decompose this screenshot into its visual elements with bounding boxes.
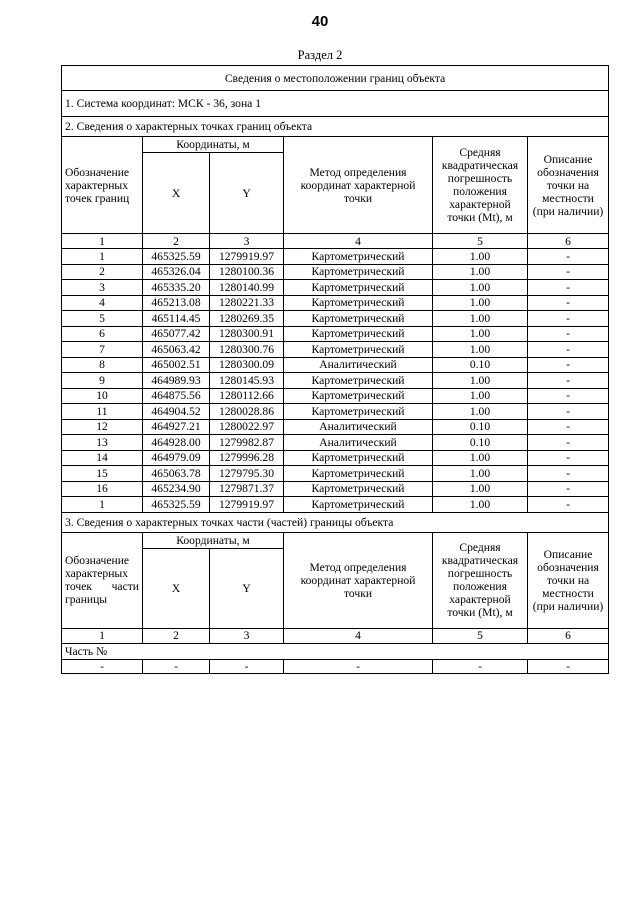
desc-cell: - <box>528 357 609 373</box>
point-cell: 7 <box>62 342 143 358</box>
column-number-6: 6 <box>528 234 609 249</box>
mt-cell: 1.00 <box>433 497 528 513</box>
column-number3-3: 3 <box>210 628 284 643</box>
mt-cell: 1.00 <box>433 264 528 280</box>
method-cell: Картометрический <box>284 311 433 327</box>
y-cell: 1280300.76 <box>210 342 284 358</box>
y-cell: 1279919.97 <box>210 249 284 265</box>
desc-cell: - <box>528 280 609 296</box>
part-cell-4: - <box>284 659 433 673</box>
method-cell: Аналитический <box>284 435 433 451</box>
x-cell: 465077.42 <box>143 326 210 342</box>
mt-cell: 1.00 <box>433 404 528 420</box>
mt-cell: 1.00 <box>433 481 528 497</box>
x-cell: 465002.51 <box>143 357 210 373</box>
y-cell: 1280221.33 <box>210 295 284 311</box>
header3-accuracy: Средняя квадратическая погрешность положения характерной точки (Mt), м <box>433 532 528 628</box>
part-cell-2: - <box>143 659 210 673</box>
coordinate-system: 1. Система координат: МСК - 36, зона 1 <box>62 91 609 117</box>
y-cell: 1280112.66 <box>210 388 284 404</box>
mt-cell: 1.00 <box>433 326 528 342</box>
header3-y: Y <box>210 548 284 628</box>
table-row <box>62 249 609 265</box>
table-row <box>62 404 609 420</box>
header3-point-designation: Обозначение характерных точек части границы <box>62 532 143 628</box>
point-cell: 15 <box>62 466 143 482</box>
column-number-3: 3 <box>210 234 284 249</box>
method-cell: Картометрический <box>284 280 433 296</box>
point-cell: 13 <box>62 435 143 451</box>
section-2-title: 2. Сведения о характерных точках границ объекта <box>62 117 609 137</box>
point-cell: 2 <box>62 264 143 280</box>
method-cell: Картометрический <box>284 342 433 358</box>
x-cell: 465326.04 <box>143 264 210 280</box>
desc-cell: - <box>528 404 609 420</box>
table-row <box>62 466 609 482</box>
header-x: X <box>143 153 210 234</box>
y-cell: 1280300.09 <box>210 357 284 373</box>
header3-x: X <box>143 548 210 628</box>
y-cell: 1279919.97 <box>210 497 284 513</box>
table-row <box>62 419 609 435</box>
method-cell: Картометрический <box>284 326 433 342</box>
desc-cell: - <box>528 435 609 451</box>
y-cell: 1280100.36 <box>210 264 284 280</box>
section-title: Раздел 2 <box>297 48 343 62</box>
mt-cell: 0.10 <box>433 435 528 451</box>
header-method: Метод определения координат характерной точки <box>284 137 433 234</box>
desc-cell: - <box>528 249 609 265</box>
x-cell: 464927.21 <box>143 419 210 435</box>
y-cell: 1279996.28 <box>210 450 284 466</box>
page-number: 40 <box>311 13 329 30</box>
method-cell: Аналитический <box>284 357 433 373</box>
mt-cell: 1.00 <box>433 373 528 389</box>
header-y: Y <box>210 153 284 234</box>
method-cell: Картометрический <box>284 388 433 404</box>
method-cell: Картометрический <box>284 295 433 311</box>
mt-cell: 0.10 <box>433 419 528 435</box>
x-cell: 465114.45 <box>143 311 210 327</box>
table-row <box>62 497 609 513</box>
header-description: Описание обозначения точки на местности (при наличии) <box>528 137 609 234</box>
table-row <box>62 326 609 342</box>
table-row <box>62 388 609 404</box>
part-cell-6: - <box>528 659 609 673</box>
x-cell: 465234.90 <box>143 481 210 497</box>
mt-cell: 0.10 <box>433 357 528 373</box>
desc-cell: - <box>528 326 609 342</box>
mt-cell: 1.00 <box>433 249 528 265</box>
table-row <box>62 295 609 311</box>
point-cell: 5 <box>62 311 143 327</box>
y-cell: 1280269.35 <box>210 311 284 327</box>
y-cell: 1279795.30 <box>210 466 284 482</box>
part-cell-1: - <box>62 659 143 673</box>
section-3-title: 3. Сведения о характерных точках части (частей) границы объекта <box>62 512 609 532</box>
method-cell: Аналитический <box>284 419 433 435</box>
table-title: Сведения о местоположении границ объекта <box>62 66 609 91</box>
desc-cell: - <box>528 497 609 513</box>
x-cell: 465335.20 <box>143 280 210 296</box>
x-cell: 465325.59 <box>143 497 210 513</box>
y-cell: 1280028.86 <box>210 404 284 420</box>
part-label: Часть № <box>62 643 609 659</box>
mt-cell: 1.00 <box>433 450 528 466</box>
part-cell-5: - <box>433 659 528 673</box>
x-cell: 464904.52 <box>143 404 210 420</box>
method-cell: Картометрический <box>284 450 433 466</box>
x-cell: 464928.00 <box>143 435 210 451</box>
column-number3-1: 1 <box>62 628 143 643</box>
point-cell: 16 <box>62 481 143 497</box>
mt-cell: 1.00 <box>433 466 528 482</box>
y-cell: 1279871.37 <box>210 481 284 497</box>
column-number-1: 1 <box>62 234 143 249</box>
column-number3-4: 4 <box>284 628 433 643</box>
desc-cell: - <box>528 388 609 404</box>
mt-cell: 1.00 <box>433 388 528 404</box>
column-number-2: 2 <box>143 234 210 249</box>
header3-method: Метод определения координат характерной точки <box>284 532 433 628</box>
column-number3-5: 5 <box>433 628 528 643</box>
mt-cell: 1.00 <box>433 342 528 358</box>
point-cell: 14 <box>62 450 143 466</box>
header3-description: Описание обозначения точки на местности (при наличии) <box>528 532 609 628</box>
point-cell: 12 <box>62 419 143 435</box>
method-cell: Картометрический <box>284 404 433 420</box>
table-row <box>62 435 609 451</box>
point-cell: 10 <box>62 388 143 404</box>
desc-cell: - <box>528 373 609 389</box>
desc-cell: - <box>528 342 609 358</box>
desc-cell: - <box>528 466 609 482</box>
desc-cell: - <box>528 264 609 280</box>
table-row <box>62 357 609 373</box>
y-cell: 1280140.99 <box>210 280 284 296</box>
point-cell: 1 <box>62 249 143 265</box>
y-cell: 1280022.97 <box>210 419 284 435</box>
column-number3-6: 6 <box>528 628 609 643</box>
table-row <box>62 373 609 389</box>
point-cell: 3 <box>62 280 143 296</box>
table-row <box>62 450 609 466</box>
header-coordinates: Координаты, м <box>143 137 284 153</box>
header3-coordinates: Координаты, м <box>143 532 284 548</box>
header-point-designation: Обозначение характерных точек границ <box>62 137 143 234</box>
y-cell: 1280300.91 <box>210 326 284 342</box>
table-row <box>62 264 609 280</box>
mt-cell: 1.00 <box>433 311 528 327</box>
point-cell: 6 <box>62 326 143 342</box>
table-row <box>62 280 609 296</box>
x-cell: 465063.78 <box>143 466 210 482</box>
point-cell: 1 <box>62 497 143 513</box>
mt-cell: 1.00 <box>433 280 528 296</box>
desc-cell: - <box>528 419 609 435</box>
x-cell: 464989.93 <box>143 373 210 389</box>
desc-cell: - <box>528 450 609 466</box>
method-cell: Картометрический <box>284 249 433 265</box>
y-cell: 1280145.93 <box>210 373 284 389</box>
column-number3-2: 2 <box>143 628 210 643</box>
table-row <box>62 311 609 327</box>
method-cell: Картометрический <box>284 264 433 280</box>
mt-cell: 1.00 <box>433 295 528 311</box>
desc-cell: - <box>528 295 609 311</box>
x-cell: 465213.08 <box>143 295 210 311</box>
x-cell: 464875.56 <box>143 388 210 404</box>
point-cell: 4 <box>62 295 143 311</box>
column-number-4: 4 <box>284 234 433 249</box>
table-row <box>62 481 609 497</box>
x-cell: 465063.42 <box>143 342 210 358</box>
method-cell: Картометрический <box>284 481 433 497</box>
desc-cell: - <box>528 481 609 497</box>
method-cell: Картометрический <box>284 373 433 389</box>
point-cell: 8 <box>62 357 143 373</box>
boundary-table <box>61 65 609 674</box>
method-cell: Картометрический <box>284 466 433 482</box>
column-number-5: 5 <box>433 234 528 249</box>
point-cell: 11 <box>62 404 143 420</box>
table-row <box>62 342 609 358</box>
part-cell-3: - <box>210 659 284 673</box>
method-cell: Картометрический <box>284 497 433 513</box>
y-cell: 1279982.87 <box>210 435 284 451</box>
point-cell: 9 <box>62 373 143 389</box>
desc-cell: - <box>528 311 609 327</box>
x-cell: 464979.09 <box>143 450 210 466</box>
header-accuracy: Средняя квадратическая погрешность положения характерной точки (Mt), м <box>433 137 528 234</box>
x-cell: 465325.59 <box>143 249 210 265</box>
